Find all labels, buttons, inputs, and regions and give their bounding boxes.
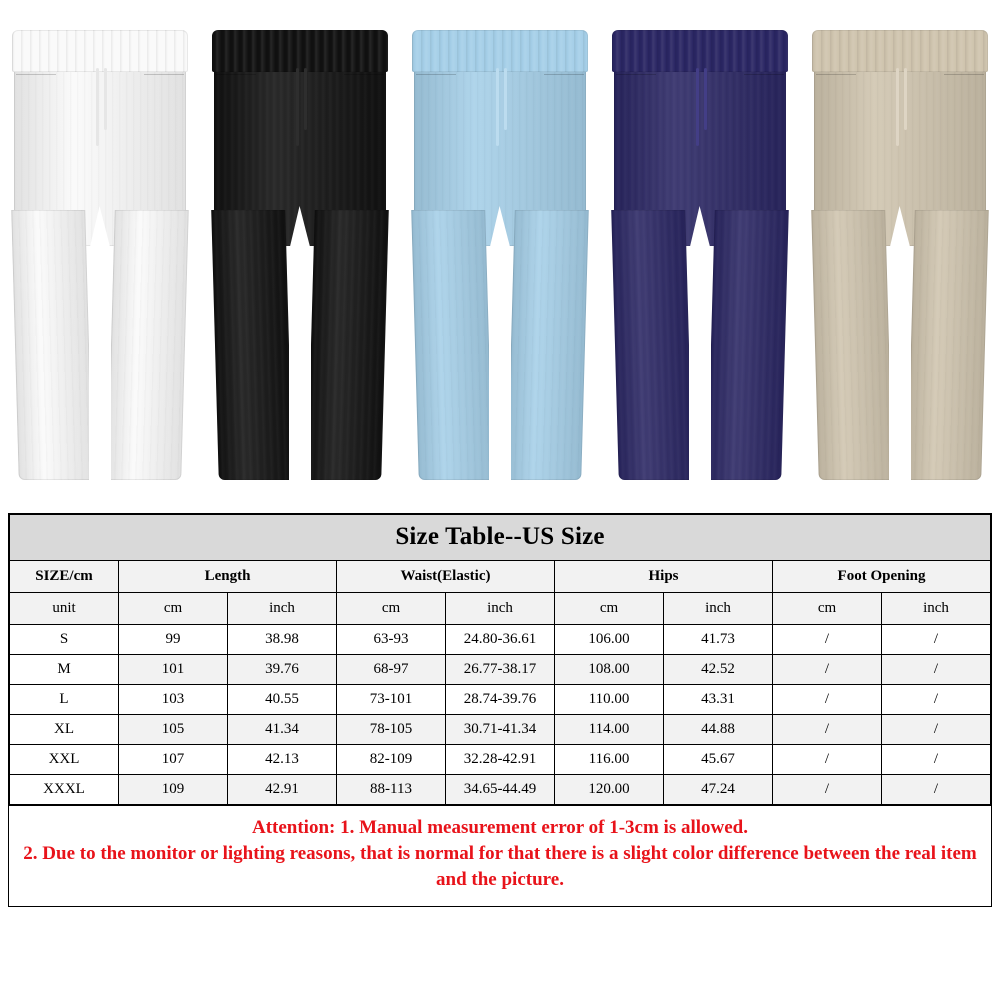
drawstring-left xyxy=(96,68,99,146)
size-table-unit-cell: inch xyxy=(664,593,773,625)
pants-right-pocket xyxy=(944,74,984,121)
product-image-cell xyxy=(400,0,600,500)
pants-crotch-gap xyxy=(89,206,111,486)
size-table-group-header-row xyxy=(10,561,991,593)
pants-left-leg xyxy=(811,210,893,480)
size-value-cell: / xyxy=(882,775,991,805)
size-value-cell: 41.73 xyxy=(664,625,773,655)
pants-left-pocket xyxy=(216,74,256,121)
pants-left-pocket xyxy=(616,74,656,121)
drawstring-right xyxy=(704,68,707,130)
drawstring-left xyxy=(496,68,499,146)
size-table-group-header: Hips xyxy=(555,561,773,593)
size-value-cell: / xyxy=(773,715,882,745)
size-value-cell: 42.91 xyxy=(228,775,337,805)
pants-right-leg xyxy=(907,210,989,480)
pants-right-pocket xyxy=(344,74,384,121)
size-value-cell: 63-93 xyxy=(337,625,446,655)
size-value-cell: 106.00 xyxy=(555,625,664,655)
product-image-cell xyxy=(800,0,1000,500)
size-value-cell: 99 xyxy=(119,625,228,655)
size-value-cell: 42.52 xyxy=(664,655,773,685)
navy-pants xyxy=(612,30,788,480)
size-table-unit-cell: cm xyxy=(555,593,664,625)
size-value-cell: 110.00 xyxy=(555,685,664,715)
pants-right-pocket xyxy=(744,74,784,121)
size-value-cell: / xyxy=(773,655,882,685)
black-pants xyxy=(212,30,388,480)
size-label-cell: S xyxy=(10,625,119,655)
size-value-cell: 68-97 xyxy=(337,655,446,685)
size-value-cell: 44.88 xyxy=(664,715,773,745)
pants-crotch-gap xyxy=(689,206,711,486)
size-label-cell: L xyxy=(10,685,119,715)
drawstring-left xyxy=(296,68,299,146)
size-value-cell: 114.00 xyxy=(555,715,664,745)
table-row xyxy=(10,685,991,715)
size-value-cell: / xyxy=(773,625,882,655)
size-value-cell: 42.13 xyxy=(228,745,337,775)
size-value-cell: / xyxy=(773,745,882,775)
khaki-pants xyxy=(812,30,988,480)
size-table-group-header: Length xyxy=(119,561,337,593)
pants-left-pocket xyxy=(16,74,56,121)
size-table-group-header: SIZE/cm xyxy=(10,561,119,593)
size-value-cell: 43.31 xyxy=(664,685,773,715)
pants-waistband xyxy=(412,30,588,72)
size-table-unit-cell: inch xyxy=(228,593,337,625)
size-value-cell: 45.67 xyxy=(664,745,773,775)
size-table-container xyxy=(8,513,992,907)
size-value-cell: / xyxy=(773,775,882,805)
size-value-cell: 47.24 xyxy=(664,775,773,805)
pants-right-leg xyxy=(107,210,189,480)
size-value-cell: 26.77-38.17 xyxy=(446,655,555,685)
size-value-cell: 41.34 xyxy=(228,715,337,745)
pants-crotch-gap xyxy=(889,206,911,486)
size-value-cell: 120.00 xyxy=(555,775,664,805)
size-value-cell: 28.74-39.76 xyxy=(446,685,555,715)
size-label-cell: XXL xyxy=(10,745,119,775)
pants-waistband xyxy=(612,30,788,72)
pants-left-pocket xyxy=(816,74,856,121)
size-value-cell: 82-109 xyxy=(337,745,446,775)
pants-waistband xyxy=(212,30,388,72)
table-row xyxy=(10,625,991,655)
product-image-cell xyxy=(200,0,400,500)
note-line-2: 2. Due to the monitor or lighting reasons, that is normal for that there is a slight color difference between the real item and the picture. xyxy=(23,843,977,891)
size-value-cell: / xyxy=(882,715,991,745)
size-value-cell: / xyxy=(882,685,991,715)
pants-left-pocket xyxy=(416,74,456,121)
table-row xyxy=(10,655,991,685)
pants-left-leg xyxy=(211,210,293,480)
size-table xyxy=(9,514,991,805)
light-blue-pants xyxy=(412,30,588,480)
size-value-cell: 116.00 xyxy=(555,745,664,775)
pants-left-leg xyxy=(611,210,693,480)
size-value-cell: 78-105 xyxy=(337,715,446,745)
size-table-title-row xyxy=(10,515,991,561)
size-table-unit-cell: inch xyxy=(882,593,991,625)
size-value-cell: 109 xyxy=(119,775,228,805)
size-value-cell: 105 xyxy=(119,715,228,745)
pants-right-pocket xyxy=(144,74,184,121)
attention-notes xyxy=(9,805,991,906)
size-value-cell: / xyxy=(882,625,991,655)
table-row xyxy=(10,745,991,775)
drawstring-left xyxy=(896,68,899,146)
size-value-cell: / xyxy=(773,685,882,715)
pants-waistband xyxy=(12,30,188,72)
size-value-cell: 108.00 xyxy=(555,655,664,685)
size-table-unit-row xyxy=(10,593,991,625)
size-table-unit-cell: cm xyxy=(119,593,228,625)
size-value-cell: 39.76 xyxy=(228,655,337,685)
pants-left-leg xyxy=(11,210,93,480)
pants-right-leg xyxy=(307,210,389,480)
pants-left-leg xyxy=(411,210,493,480)
size-table-group-header: Waist(Elastic) xyxy=(337,561,555,593)
pants-waistband xyxy=(812,30,988,72)
product-image-cell xyxy=(600,0,800,500)
size-value-cell: 73-101 xyxy=(337,685,446,715)
size-table-title: Size Table--US Size xyxy=(10,515,991,561)
size-value-cell: / xyxy=(882,655,991,685)
size-value-cell: 103 xyxy=(119,685,228,715)
product-image-cell xyxy=(0,0,200,500)
size-value-cell: / xyxy=(882,745,991,775)
size-value-cell: 30.71-41.34 xyxy=(446,715,555,745)
white-pants xyxy=(12,30,188,480)
size-label-cell: XXXL xyxy=(10,775,119,805)
size-value-cell: 24.80-36.61 xyxy=(446,625,555,655)
drawstring-right xyxy=(304,68,307,130)
drawstring-right xyxy=(504,68,507,130)
size-value-cell: 101 xyxy=(119,655,228,685)
pants-right-leg xyxy=(507,210,589,480)
size-value-cell: 34.65-44.49 xyxy=(446,775,555,805)
table-row xyxy=(10,775,991,805)
size-value-cell: 88-113 xyxy=(337,775,446,805)
drawstring-right xyxy=(104,68,107,130)
size-table-unit-cell: unit xyxy=(10,593,119,625)
drawstring-left xyxy=(696,68,699,146)
pants-right-pocket xyxy=(544,74,584,121)
size-value-cell: 107 xyxy=(119,745,228,775)
pants-right-leg xyxy=(707,210,789,480)
size-table-unit-cell: inch xyxy=(446,593,555,625)
table-row xyxy=(10,715,991,745)
size-label-cell: M xyxy=(10,655,119,685)
note-line-1: Attention: 1. Manual measurement error of 1-3cm is allowed. xyxy=(251,817,749,838)
pants-crotch-gap xyxy=(289,206,311,486)
drawstring-right xyxy=(904,68,907,130)
size-table-unit-cell: cm xyxy=(773,593,882,625)
size-table-group-header: Foot Opening xyxy=(773,561,991,593)
size-value-cell: 40.55 xyxy=(228,685,337,715)
size-value-cell: 38.98 xyxy=(228,625,337,655)
size-value-cell: 32.28-42.91 xyxy=(446,745,555,775)
size-label-cell: XL xyxy=(10,715,119,745)
size-table-unit-cell: cm xyxy=(337,593,446,625)
pants-crotch-gap xyxy=(489,206,511,486)
